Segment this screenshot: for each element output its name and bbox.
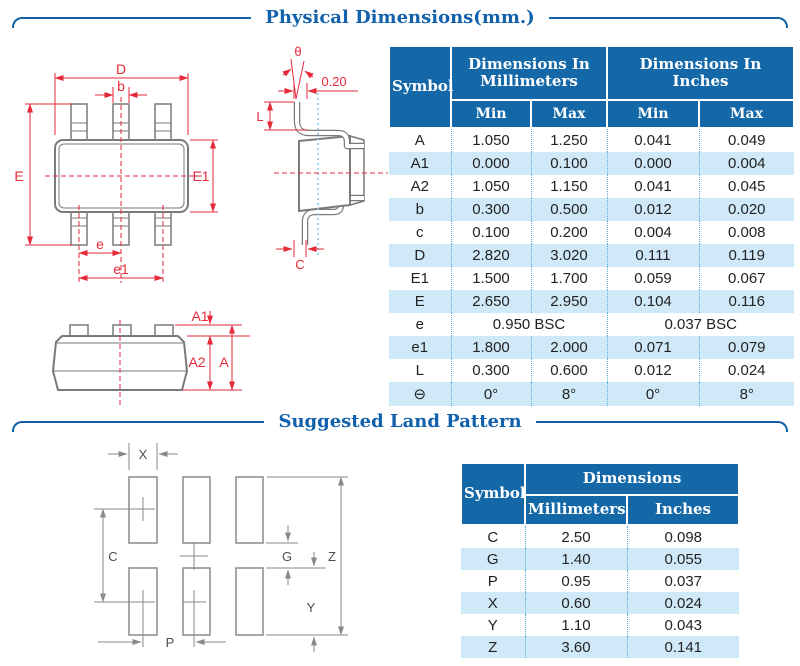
title-rule-left [12, 17, 251, 28]
table-row [389, 336, 794, 359]
package-top-view-drawing [10, 45, 260, 290]
dim-label-offset: 0.20 [321, 74, 347, 89]
title-rule-right [549, 17, 788, 28]
symbol-cell: Y [487, 616, 498, 634]
dim-label-A1: A1 [191, 308, 209, 324]
value-cell: 0.950 BSC [451, 313, 607, 336]
land-pattern-drawing [30, 440, 360, 666]
table-row [389, 359, 794, 382]
value-cell: 1.500 [451, 267, 531, 290]
symbol-cell: b [415, 201, 424, 218]
table-row [389, 313, 794, 336]
dim-label-b: b [117, 78, 125, 94]
value-cell: 0.041 [607, 128, 699, 152]
symbol-cell: D [414, 247, 426, 264]
section-title-land-pattern [12, 412, 788, 432]
value-cell: 0.024 [699, 359, 794, 382]
table-row [461, 592, 739, 614]
table-row [461, 614, 739, 636]
value-cell: 0.079 [699, 336, 794, 359]
value-cell: 2.000 [531, 336, 607, 359]
value-cell: 0.041 [607, 175, 699, 198]
value-cell: 0.141 [627, 636, 739, 658]
value-cell: 0.049 [699, 128, 794, 152]
header-mm: Dimensions In Millimeters [451, 46, 607, 100]
table-header [389, 46, 794, 128]
header-inch: Dimensions In Inches [607, 46, 794, 100]
table-row [461, 570, 739, 592]
table-row [389, 152, 794, 175]
value-cell: 0.119 [699, 244, 794, 267]
value-cell: 0.60 [525, 592, 627, 614]
table-row [389, 290, 794, 313]
symbol-cell: C [487, 528, 499, 546]
header-dimensions: Dimensions [525, 463, 739, 495]
value-cell: 0.037 BSC [607, 313, 794, 336]
value-cell: 0.111 [607, 244, 699, 267]
value-cell: 0.600 [531, 359, 607, 382]
table-header [461, 463, 739, 525]
value-cell: 1.050 [451, 128, 531, 152]
value-cell: 1.10 [525, 614, 627, 636]
value-cell: 2.650 [451, 290, 531, 313]
symbol-cell: ⊖ [413, 386, 427, 403]
physical-dimensions-table [388, 45, 795, 406]
dim-label-A: A [219, 354, 229, 370]
land-label-X: X [138, 447, 148, 462]
table-row [389, 382, 794, 406]
dim-label-e1: e1 [113, 261, 129, 277]
dim-label-L: L [256, 109, 264, 124]
value-cell: 0.012 [607, 198, 699, 221]
value-cell: 0.300 [451, 359, 531, 382]
dim-label-theta: θ [294, 45, 302, 59]
value-cell: 0.500 [531, 198, 607, 221]
value-cell: 0.012 [607, 359, 699, 382]
symbol-cell: X [487, 594, 498, 612]
land-label-P: P [165, 635, 175, 650]
value-cell: 0.116 [699, 290, 794, 313]
value-cell: 8° [531, 382, 607, 406]
value-cell: 1.800 [451, 336, 531, 359]
symbol-cell: A2 [410, 178, 429, 195]
table-row [389, 175, 794, 198]
value-cell: 0.055 [627, 548, 739, 570]
symbol-cell: e1 [411, 339, 429, 356]
value-cell: 0.024 [627, 592, 739, 614]
value-cell: 0.020 [699, 198, 794, 221]
value-cell: 0.045 [699, 175, 794, 198]
value-cell: 0.037 [627, 570, 739, 592]
value-cell: 3.020 [531, 244, 607, 267]
value-cell: 0.067 [699, 267, 794, 290]
value-cell: 0.300 [451, 198, 531, 221]
land-pattern-table [460, 462, 740, 658]
value-cell: 0° [607, 382, 699, 406]
table-row [461, 548, 739, 570]
value-cell: 0.008 [699, 221, 794, 244]
value-cell: 0.004 [607, 221, 699, 244]
value-cell: 2.950 [531, 290, 607, 313]
value-cell: 0.100 [531, 152, 607, 175]
land-label-Z: Z [328, 549, 336, 564]
symbol-cell: A1 [410, 155, 429, 172]
table-row [389, 198, 794, 221]
table-row [389, 128, 794, 152]
value-cell: 1.700 [531, 267, 607, 290]
header-mm-max: Max [531, 100, 607, 128]
symbol-cell: Z [488, 638, 498, 656]
value-cell: 8° [699, 382, 794, 406]
value-cell: 1.150 [531, 175, 607, 198]
table-body [461, 525, 739, 658]
section-title-physical-dimensions [12, 8, 788, 28]
package-side-view-drawing [250, 45, 390, 275]
value-cell: 0° [451, 382, 531, 406]
value-cell: 0.098 [627, 525, 739, 548]
value-cell: 0.043 [627, 614, 739, 636]
page-subtitle: Suggested Land Pattern [278, 411, 522, 432]
table-row [461, 525, 739, 548]
table-row [389, 221, 794, 244]
value-cell: 0.100 [451, 221, 531, 244]
dim-label-C: C [295, 257, 305, 272]
value-cell: 0.000 [451, 152, 531, 175]
header-mm-min: Min [451, 100, 531, 128]
title-rule-left [12, 421, 264, 432]
header-millimeters: Millimeters [525, 495, 627, 525]
page-title: Physical Dimensions(mm.) [265, 7, 535, 28]
package-front-view-drawing [20, 300, 250, 410]
dim-label-E1: E1 [192, 168, 210, 184]
value-cell: 0.104 [607, 290, 699, 313]
value-cell: 0.000 [607, 152, 699, 175]
land-label-G: G [281, 549, 293, 564]
dim-label-D: D [115, 61, 127, 77]
symbol-cell: e [415, 316, 424, 333]
symbol-cell: A [414, 132, 425, 149]
table-body [389, 128, 794, 406]
value-cell: 1.40 [525, 548, 627, 570]
value-cell: 2.820 [451, 244, 531, 267]
value-cell: 0.004 [699, 152, 794, 175]
value-cell: 0.071 [607, 336, 699, 359]
dim-label-A2: A2 [188, 354, 206, 370]
header-inch-min: Min [607, 100, 699, 128]
value-cell: 3.60 [525, 636, 627, 658]
table-row [389, 244, 794, 267]
value-cell: 0.95 [525, 570, 627, 592]
value-cell: 0.059 [607, 267, 699, 290]
title-rule-right [536, 421, 788, 432]
header-inch-max: Max [699, 100, 794, 128]
table-row [389, 267, 794, 290]
header-symbol: Symbol [389, 46, 451, 128]
symbol-cell: c [416, 224, 424, 241]
value-cell: 1.050 [451, 175, 531, 198]
header-inches: Inches [627, 495, 739, 525]
value-cell: 2.50 [525, 525, 627, 548]
table-row [461, 636, 739, 658]
symbol-cell: E [414, 293, 425, 310]
symbol-cell: G [486, 550, 499, 568]
dim-label-e: e [96, 236, 104, 252]
value-cell: 0.200 [531, 221, 607, 244]
symbol-cell: P [487, 572, 498, 590]
land-label-Y: Y [306, 600, 316, 615]
value-cell: 1.250 [531, 128, 607, 152]
land-label-C: C [108, 549, 118, 564]
symbol-cell: L [415, 362, 424, 379]
header-symbol: Symbol [461, 463, 525, 525]
dim-label-E: E [14, 168, 24, 184]
symbol-cell: E1 [410, 270, 429, 287]
